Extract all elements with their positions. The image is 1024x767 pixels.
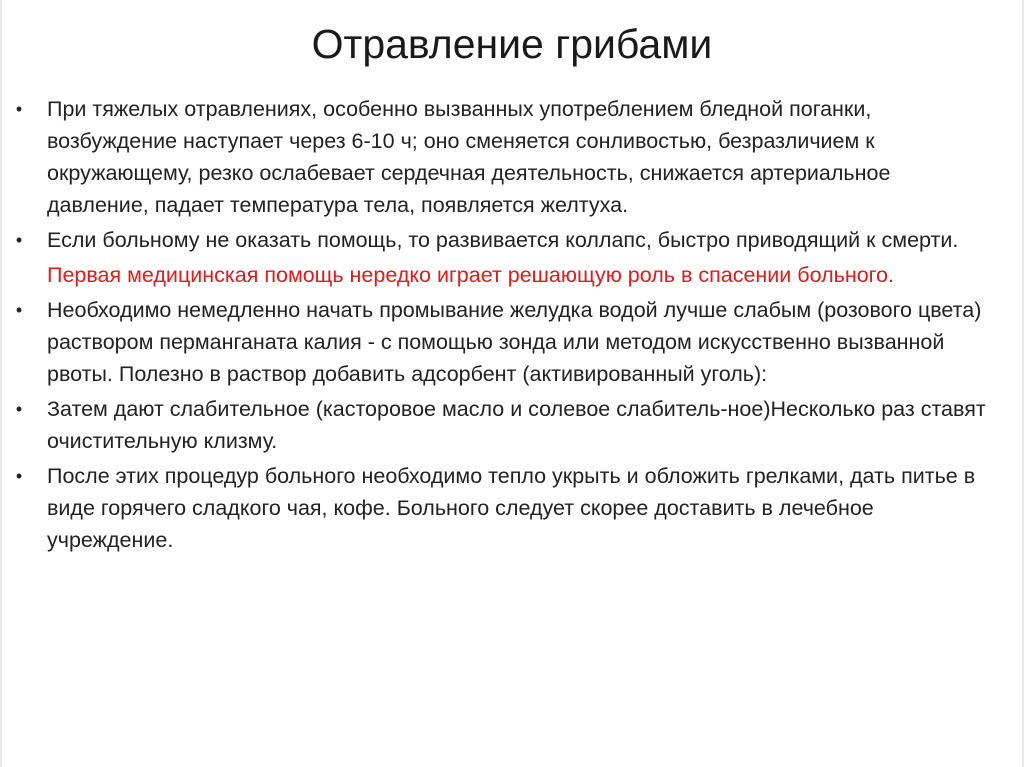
bullet-marker-icon: • (15, 300, 23, 320)
bullet-text: Если больному не оказать помощь, то развивается коллапс, быстро приводящий к смерти. (47, 228, 959, 252)
bullet-item (0, 224, 1024, 256)
bullet-marker-icon: • (15, 230, 23, 250)
bullet-item (0, 393, 1024, 457)
bullet-text: После этих процедур больного необходимо тепло укрыть и обложить грелками, дать питье в виде горячего сладкого чая, кофе. Больного следует скорее доставить в лечебное учреждение. (47, 464, 976, 552)
bullet-item (0, 460, 1024, 556)
bullet-marker-icon: • (15, 99, 23, 119)
bullet-text-highlight: Первая медицинская помощь нередко играет решающую роль в спасении больного. (47, 263, 894, 287)
bullet-text: Необходимо немедленно начать промывание желудка водой лучше слабым (розового цвета) раствором перманганата калия - с помощью зонда или методом искусственно вызванной рвоты. Полезно в раствор добавить адсорбент (активированный уголь): (47, 298, 982, 386)
bullet-item-highlight (0, 259, 1024, 291)
bullet-item (0, 294, 1024, 390)
bullet-text: Затем дают слабительное (касторовое масло и солевое слабитель-ное)Несколько раз ставят очистительную клизму. (47, 397, 986, 453)
bullet-list (0, 93, 1024, 559)
slide-title: Отравление грибами (311, 21, 713, 67)
bullet-marker-icon: • (15, 399, 23, 419)
bullet-text: При тяжелых отравлениях, особенно вызванных употреблением бледной поганки, возбуждение наступает через 6-10 ч; оно сменяется сонливостью, безразличием к окружающему, резко ослабевает сердечная деятельность, снижается артериальное давление, падает температура тела, появляется желтуха. (47, 97, 891, 217)
bullet-marker-icon: • (15, 466, 23, 486)
bullet-item (0, 93, 1024, 221)
